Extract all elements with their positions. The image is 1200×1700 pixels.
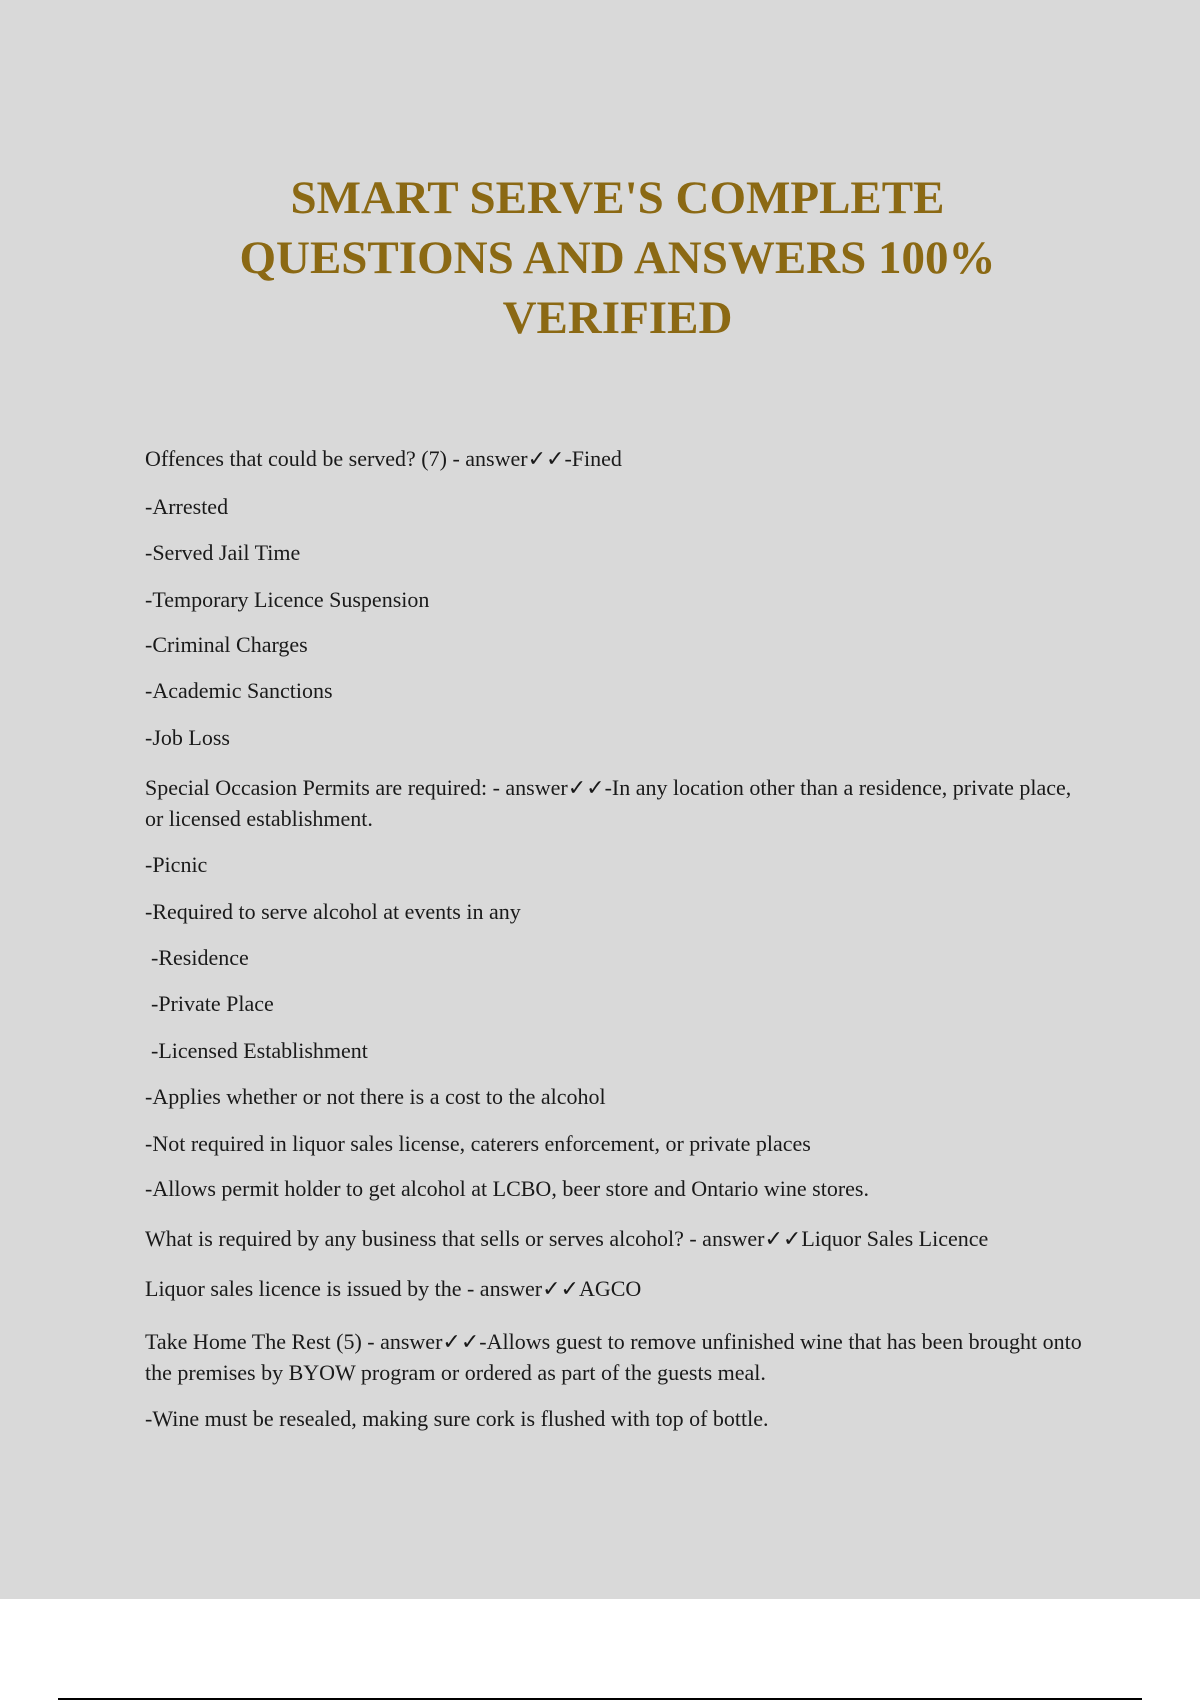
answer-item: -Picnic: [145, 852, 208, 877]
answer-item: -Criminal Charges: [145, 632, 308, 657]
answer-item: -Allows permit holder to get alcohol at LCBO, beer store and Ontario wine stores.: [145, 1176, 869, 1201]
title-line: VERIFIED: [502, 292, 733, 344]
answer-item: -Required to serve alcohol at events in any: [145, 899, 521, 924]
answer-item: -Arrested: [145, 494, 229, 519]
answer-item: -Served Jail Time: [145, 540, 301, 565]
answer-item: -Applies whether or not there is a cost to the alcohol: [145, 1084, 606, 1109]
answer-item: -Job Loss: [145, 725, 230, 750]
answer-subitem: -Licensed Establishment: [151, 1038, 368, 1063]
question-paragraph: Offences that could be served? (7) - answer✓✓-Fined: [145, 446, 622, 471]
question-paragraph: Take Home The Rest (5) - answer✓✓-Allows guest to remove unfinished wine that has been brought onto the premises by BYOW program or ordered as part of the guests meal.: [145, 1329, 1082, 1385]
document-title: [0, 168, 1200, 348]
answer-item: -Not required in liquor sales license, caterers enforcement, or private places: [145, 1131, 811, 1156]
title-line: SMART SERVE'S COMPLETE: [290, 172, 945, 224]
question-paragraph: Liquor sales licence is issued by the - answer✓✓AGCO: [145, 1276, 642, 1301]
question-paragraph: What is required by any business that sells or serves alcohol? - answer✓✓Liquor Sales Licence: [145, 1226, 989, 1251]
answer-subitem: -Private Place: [151, 991, 274, 1016]
answer-item: -Temporary Licence Suspension: [145, 587, 430, 612]
question-paragraph: Special Occasion Permits are required: - answer✓✓-In any location other than a residence, private place, or licensed establishment.: [145, 775, 1072, 831]
answer-item: -Wine must be resealed, making sure cork is flushed with top of bottle.: [145, 1406, 769, 1431]
answer-subitem: -Residence: [151, 945, 249, 970]
answer-item: -Academic Sanctions: [145, 678, 333, 703]
title-line: QUESTIONS AND ANSWERS 100%: [239, 232, 996, 284]
